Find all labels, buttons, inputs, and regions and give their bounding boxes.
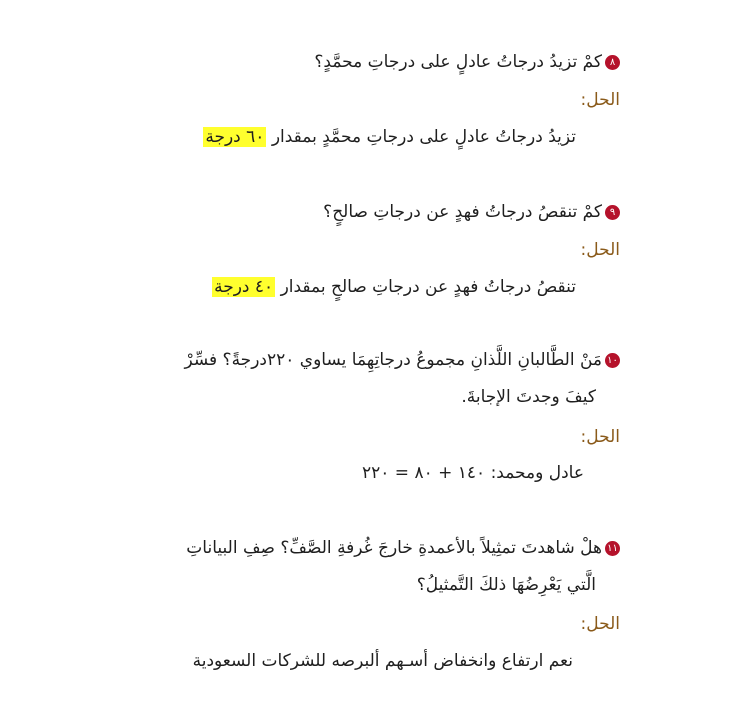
question-text-line-1: مَنْ الطَّالبانِ اللَّذانِ مجموعُ درجاتِهِمَا يساوي ٢٢٠درجةً؟ فسِّرْ: [184, 350, 602, 370]
question-text: كمْ تنقصُ درجاتُ فهدٍ عن درجاتِ صالحٍ؟: [323, 202, 602, 222]
question-9: [323, 202, 620, 222]
question-text-line-2: الَّتي يَعْرِضُهَا ذلكَ التَّمثيلُ؟: [416, 575, 596, 595]
solution-label: الحل:: [580, 427, 620, 447]
question-text: كمْ تزيدُ درجاتُ عادلٍ على درجاتِ محمَّدٍ؟: [314, 52, 602, 72]
question-10: [184, 350, 620, 370]
question-text-line-2: كيفَ وجدتَ الإجابةَ.: [461, 387, 596, 407]
answer-8: [203, 127, 576, 147]
question-number-badge: ١١: [605, 541, 620, 556]
answer-9: [212, 277, 576, 297]
answer-10: عادل ومحمد: ١٤٠ + ٨٠ = ٢٢٠: [361, 463, 584, 483]
answer-text: تنقصُ درجاتُ فهدٍ عن درجاتِ صالحٍ بمقدار: [280, 277, 576, 297]
question-number-badge: ١٠: [605, 353, 620, 368]
question-text-line-1: هلْ شاهدتَ تمثِيلاً بالأعمدةِ خارجَ غُرفةِ الصَّفِّ؟ صِفِ البياناتِ: [186, 538, 602, 558]
answer-highlight: ٤٠ درجة: [214, 277, 274, 297]
question-11: [186, 538, 620, 558]
solution-label: الحل:: [580, 240, 620, 260]
answer-text: تزيدُ درجاتُ عادلٍ على درجاتِ محمَّدٍ بمقدار: [271, 127, 576, 147]
question-number-badge: ٨: [605, 55, 620, 70]
answer-11: نعم ارتفاع وانخفاض أسـهم ألبرصه للشركات السعودية: [192, 651, 573, 671]
question-8: [314, 52, 620, 72]
question-number-badge: ٩: [605, 205, 620, 220]
solution-label: الحل:: [580, 90, 620, 110]
answer-highlight: ٦٠ درجة: [205, 127, 265, 147]
solution-label: الحل:: [580, 614, 620, 634]
